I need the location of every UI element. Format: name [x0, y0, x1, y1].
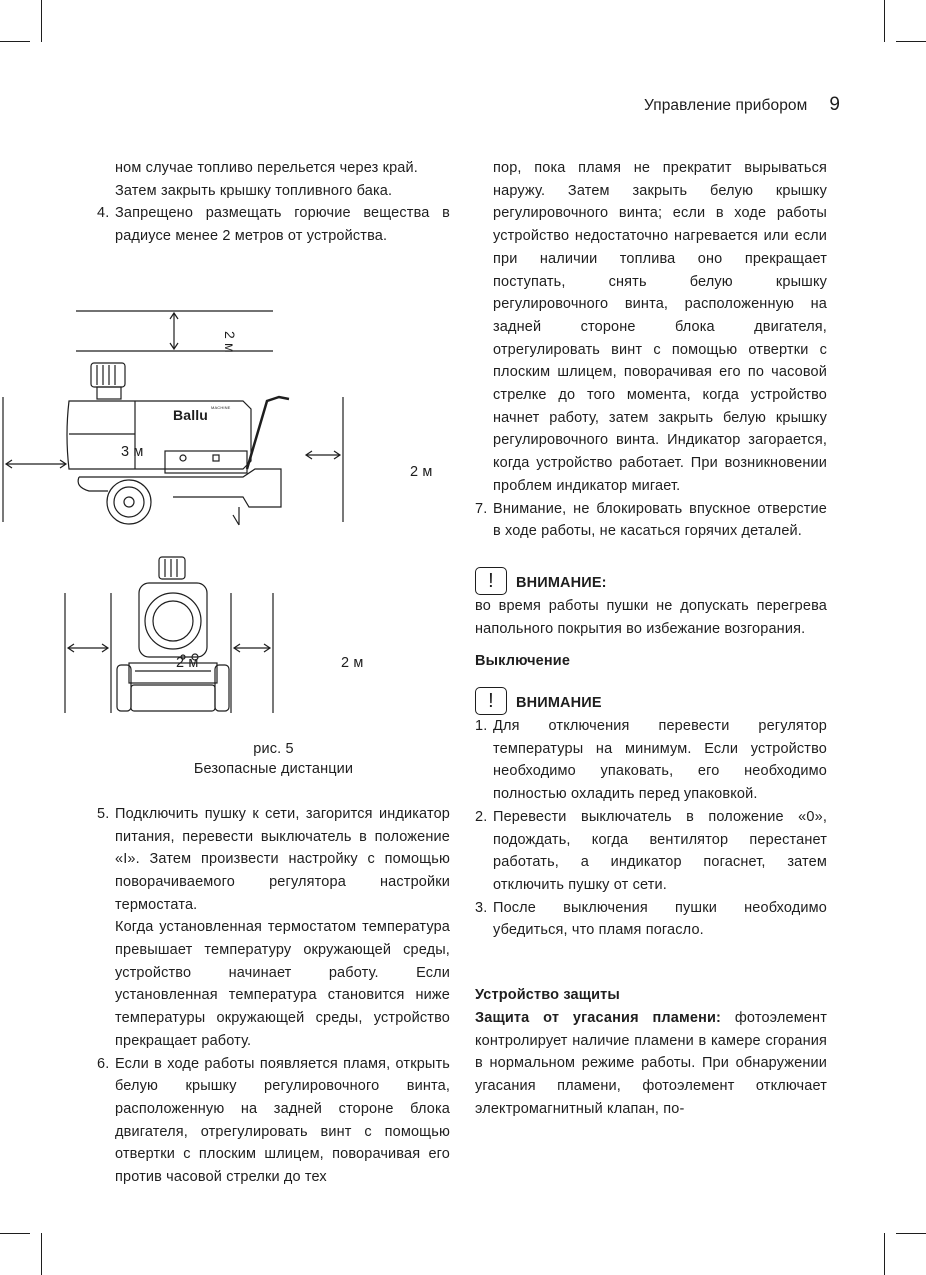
- exclamation-icon: !: [475, 567, 507, 595]
- item-text: Запрещено размещать горючие вещества в радиусе менее 2 метров от устройства.: [115, 205, 450, 245]
- list-item: [475, 498, 827, 543]
- list-item: [97, 1053, 450, 1189]
- protection-paragraph: [475, 1007, 827, 1121]
- item-text: Внимание, не блокировать впускное отверстие в ходе работы, не касаться горячих деталей.: [493, 500, 827, 540]
- warning-title: ВНИМАНИЕ: [516, 695, 602, 712]
- left-column: [97, 157, 450, 1189]
- item-text-part: Подключить пушку к сети, загорится индикатор питания, перевести выключатель в положение «I». Затем произвести настройку с помощью поворачиваемого регулятора настройки термостата.: [115, 805, 450, 913]
- crop-mark: [41, 1233, 42, 1275]
- item-text: [115, 803, 450, 917]
- section-heading: Устройство защиты: [475, 987, 620, 1004]
- item-number: 6.: [97, 1055, 110, 1072]
- protection-text: фотоэлемент контролирует наличие пламени в камере сгорания в нормальном режиме работы. При обнаружении угасания пламени, фотоэлемент отключает электромагнитный клапан, по-: [475, 1009, 827, 1117]
- crop-mark: [896, 41, 926, 42]
- warning-block: [475, 687, 827, 715]
- brand-logo: Ballu: [173, 406, 208, 423]
- item-text: После выключения пушки необходимо убедиться, что пламя погасло.: [493, 899, 827, 939]
- continued-line: ном случае топливо перельется через край.: [115, 160, 418, 176]
- crop-mark: [0, 1233, 30, 1234]
- list-item: [475, 806, 827, 897]
- continued-line: Затем закрыть крышку топливного бака.: [115, 182, 393, 199]
- list-item: [97, 202, 450, 247]
- list-item: [475, 715, 827, 806]
- item-number: 2.: [475, 808, 488, 825]
- page-header: [644, 94, 840, 116]
- crop-mark: [41, 0, 42, 42]
- figure: [97, 248, 450, 777]
- section-title: Управление прибором: [643, 97, 808, 114]
- list-item: [475, 897, 827, 942]
- item-text: Перевести выключатель в положение «0», подождать, когда вентилятор перестанет работать, а индикатор погаснет, затем отключить пушку от сети.: [493, 808, 827, 893]
- safety-distance-diagram: [0, 248, 380, 765]
- distance-label-top: 2 м: [222, 330, 238, 353]
- crop-mark: [896, 1233, 926, 1234]
- heater-rear-view: [117, 557, 229, 711]
- crop-mark: [884, 1233, 885, 1275]
- item-number: 5.: [97, 805, 110, 822]
- brand-sub: MACHINE: [211, 404, 231, 410]
- section-heading: Выключение: [475, 653, 571, 670]
- distance-label-bottom-right: 2 м: [341, 654, 364, 671]
- caption-number: рис. 5: [253, 740, 294, 757]
- item-text-cont: Когда установленная термостатом температура превышает температуру окружающей среды, устройство начинает работу. Если установленная температура становится ниже температуры окружающей среды, устройство прекращает работу.: [115, 919, 450, 1049]
- continued-text: пор, пока пламя не прекратит вырываться наружу. Затем закрыть белую крышку регулировочного винта; если в ходе работы устройство недостаточно нагревается или если при наличии топлива оно прекращает поступать, снять белую крышку регулировочного винта, расположенную на задней стороне блока двигателя, отрегулировать винт с помощью отвертки с плоским шлицем, поворачивая его по часовой стрелке до того момента, когда устройство начнет работу, затем закрыть белую крышку регулировочного винта. Индикатор загорается, когда устройство работает. При возникновении проблем индикатор мигает.: [493, 160, 827, 494]
- page-number: 9: [829, 94, 840, 115]
- warning-text: во время работы пушки не допускать перегрева напольного покрытия во избежание возгорания.: [475, 597, 827, 637]
- item-number: 7.: [475, 500, 488, 517]
- exclamation-icon: !: [475, 687, 507, 715]
- right-column: [475, 157, 827, 1120]
- protection-lead: Защита от угасания пламени:: [475, 1009, 722, 1026]
- caption-title: Безопасные дистанции: [193, 760, 354, 777]
- warning-title: ВНИМАНИЕ:: [516, 575, 607, 592]
- heater-side-view: [67, 363, 289, 525]
- list-item: [97, 803, 450, 917]
- crop-mark: [0, 41, 30, 42]
- item-number: 1.: [475, 718, 488, 735]
- item-number: 3.: [475, 899, 488, 916]
- item-number: 4.: [97, 205, 110, 222]
- crop-mark: [884, 0, 885, 42]
- warning-block: [475, 567, 827, 595]
- distance-label-bottom-left: 2 м: [176, 654, 199, 671]
- item-text: Для отключения перевести регулятор температуры на минимум. Если устройство необходимо упаковать, его необходимо полностью охладить перед упаковкой.: [493, 718, 827, 803]
- distance-label-right: 2 м: [410, 463, 433, 480]
- distance-label-left: 3 м: [121, 443, 144, 460]
- item-text: Если в ходе работы появляется пламя, открыть белую крышку регулировочного винта, расположенную на задней стороне блока двигателя, отрегулировать винт с помощью отвертки с плоским шлицем, поворачивая его против часовой стрелки до тех: [115, 1055, 450, 1186]
- figure-caption: [97, 739, 450, 779]
